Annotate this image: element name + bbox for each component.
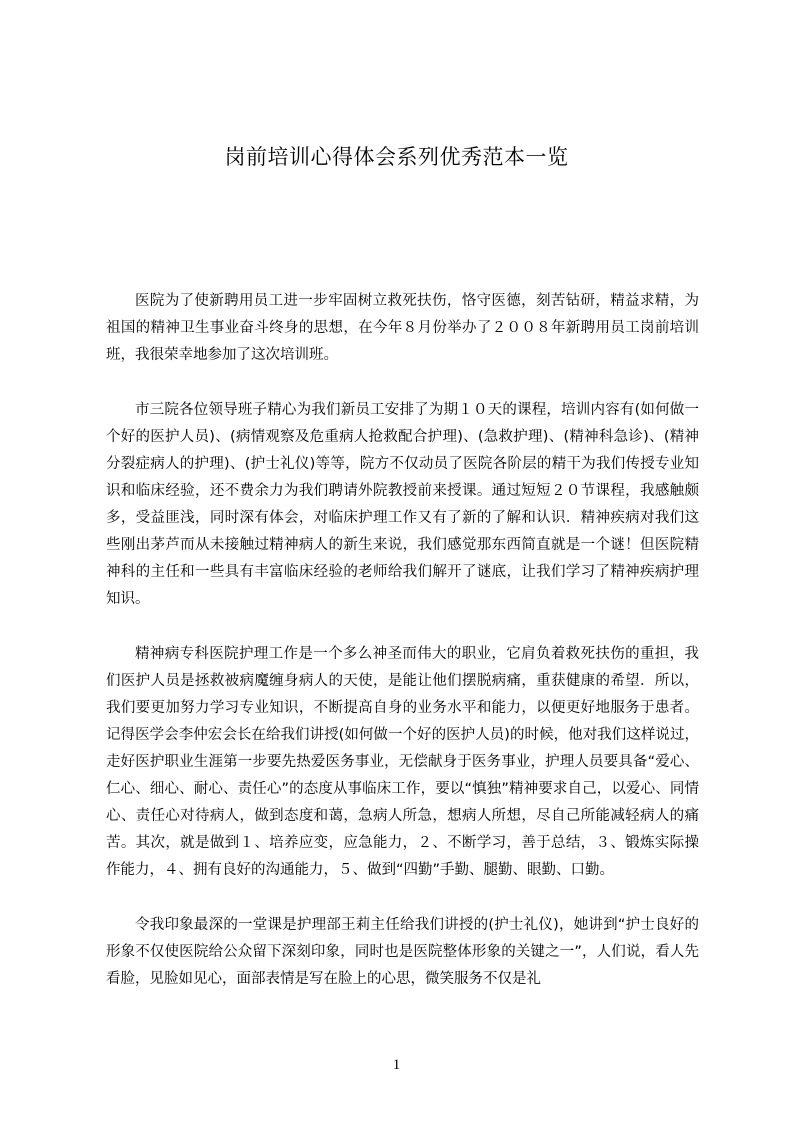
- paragraph-4: 令我印象最深的一堂课是护理部王莉主任给我们讲授的(护士礼仪)，她讲到“护士良好的形象不仅使医院给公众留下深刻印象，同时也是医院整体形象的关键之一”，人们说，看人先看脸，见脸如见心，面部表情是写在脸上的心思，微笑服务不仅是礼: [106, 917, 699, 987]
- document-body: [106, 288, 699, 1021]
- paragraph-1: 医院为了使新聘用员工进一步牢固树立救死扶伤，恪守医德，刻苦钻研，精益求精，为祖国的精神卫生事业奋斗终身的思想，在今年８月份举办了２００８年新聘用员工岗前培训班，我很荣幸地参加了这次培训班。: [106, 293, 699, 363]
- document-title: 岗前培训心得体会系列优秀范本一览: [224, 145, 569, 169]
- paragraph-2: 市三院各位领导班子精心为我们新员工安排了为期１０天的课程，培训内容有(如何做一个好的医护人员)、(病情观察及危重病人抢救配合护理)、(急救护理)、(精神科急诊)、(精神分裂症病人的护理)、(护士礼仪)等等，院方不仅动员了医院各阶层的精干为我们传授专业知识和临床经验，还不费余力为我们聘请外院教授前来授课。通过短短２０节课程，我感触颇多，受益匪浅，同时深有体会，对临床护理工作又有了新的了解和认识．精神疾病对我们这些刚出茅芦而从未接触过精神病人的新生来说，我们感觉那东西简直就是一个谜！但医院精神科的主任和一些具有丰富临床经验的老师给我们解开了谜底，让我们学习了精神疾病护理知识。: [106, 402, 699, 607]
- page-number: 1: [392, 1057, 401, 1073]
- paragraph-3: 精神病专科医院护理工作是一个多么神圣而伟大的职业，它肩负着救死扶伤的重担，我们医护人员是拯救被病魔缠身病人的天使，是能让他们摆脱病痛，重获健康的希望．所以，我们要更加努力学习专业知识，不断提高自身的业务水平和能力，以便更好地服务于患者。记得医学会李仲宏会长在给我们讲授(如何做一个好的医护人员)的时候，他对我们这样说过，走好医护职业生涯第一步要先热爱医务事业，无偿献身于医务事业，护理人员要具备“爱心、仁心、细心、耐心、责任心”的态度从事临床工作，要以“慎独”精神要求自己，以爱心、同情心、责任心对待病人，做到态度和蔼，急病人所急，想病人所想，尽自己所能减轻病人的痛苦。其次，就是做到１、培养应变，应急能力，２、不断学习，善于总结，３、锻炼实际操作能力，４、拥有良好的沟通能力，５、做到“四勤”手勤、腿勤、眼勤、口勤。: [106, 646, 699, 878]
